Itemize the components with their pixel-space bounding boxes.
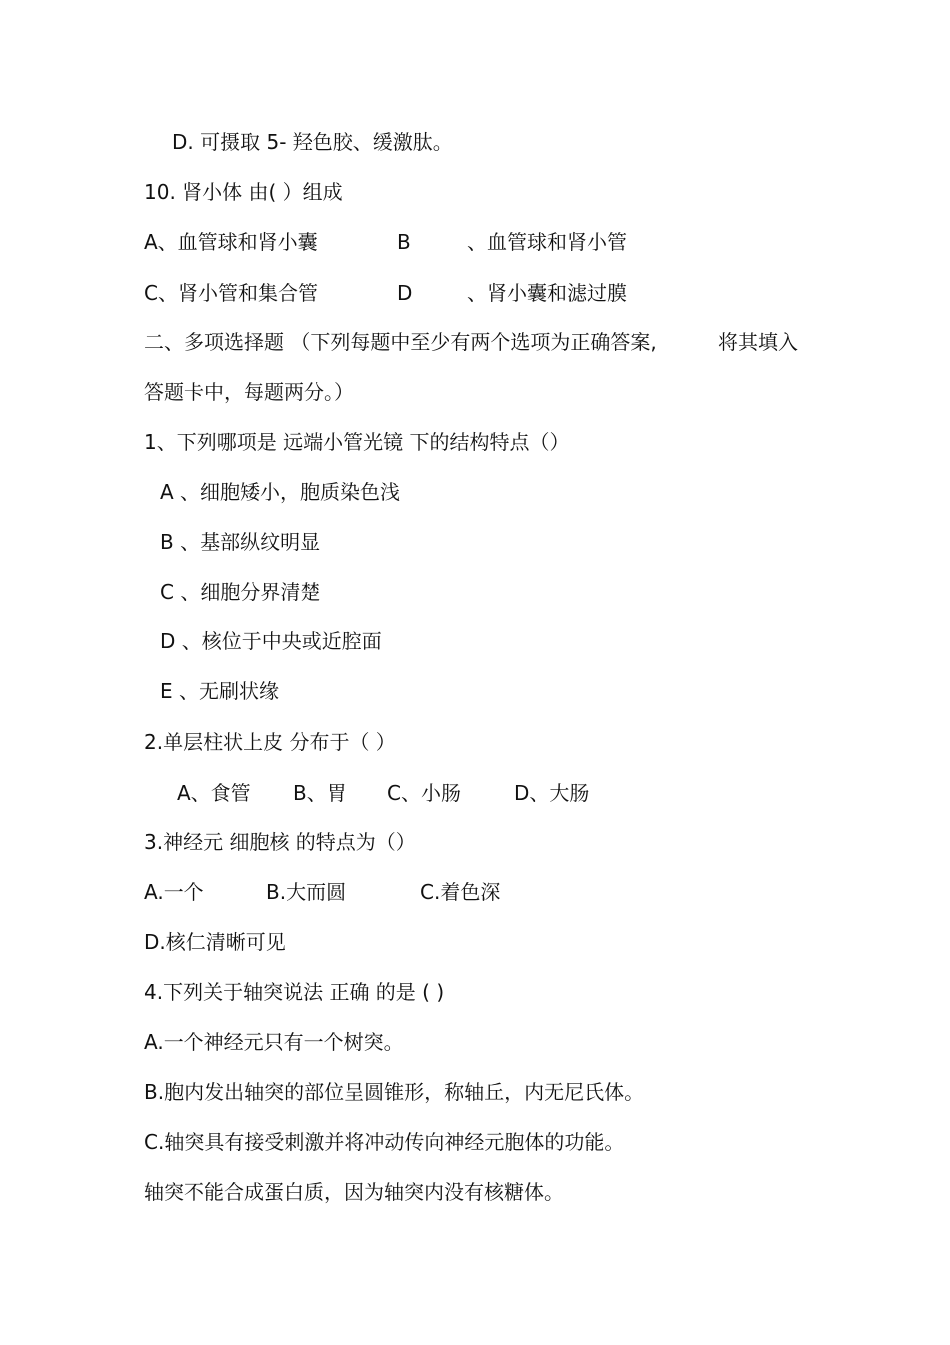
mq3-option-d: D.核仁清晰可见	[144, 930, 286, 954]
mq4-option-d: 轴突不能合成蛋白质，因为轴突内没有核糖体。	[144, 1180, 564, 1204]
mq3-option-a: A.一个	[144, 880, 204, 904]
section-two-heading-cont: 将其填入	[718, 330, 798, 354]
q10-option-a: A、血管球和肾小囊	[144, 230, 318, 254]
mq1-option-b: B 、基部纵纹明显	[160, 530, 321, 554]
mq4-option-b: B.胞内发出轴突的部位呈圆锥形，称轴丘，内无尼氏体。	[144, 1080, 645, 1104]
section-two-heading-line2: 答题卡中，每题两分。）	[144, 380, 354, 404]
section-two-heading: 二、多项选择题 （下列每题中至少有两个选项为正确答案,	[144, 330, 657, 354]
mq1-option-a: A 、细胞矮小，胞质染色浅	[160, 480, 401, 504]
mq-2: 2.单层柱状上皮 分布于（ ）	[144, 730, 396, 754]
mq3-option-c: C.着色深	[420, 880, 501, 904]
question-10: 10. 肾小体 由( ）组成	[144, 180, 343, 204]
q10-option-c: C、肾小管和集合管	[144, 281, 318, 305]
mq2-option-d: D、大肠	[514, 781, 590, 805]
option-d-line: D. 可摄取 5- 羟色胶、缓激肽。	[172, 130, 453, 154]
mq4-option-a: A.一个神经元只有一个树突。	[144, 1030, 404, 1054]
mq-1: 1、下列哪项是 远端小管光镜 下的结构特点（）	[144, 430, 570, 454]
mq1-option-d: D 、核位于中央或近腔面	[160, 629, 382, 653]
q10-option-d-text: 、肾小囊和滤过膜	[467, 281, 627, 305]
mq1-option-c: C 、细胞分界清楚	[160, 580, 321, 604]
mq2-option-a: A、食管	[177, 781, 251, 805]
mq-3: 3.神经元 细胞核 的特点为（）	[144, 830, 416, 854]
mq-4: 4.下列关于轴突说法 正确 的是 ( )	[144, 980, 445, 1004]
mq1-option-e: E 、无刷状缘	[160, 679, 279, 703]
mq2-option-c: C、小肠	[387, 781, 461, 805]
mq3-option-b: B.大而圆	[266, 880, 347, 904]
q10-option-d-letter: D	[397, 281, 413, 305]
q10-option-b-text: 、血管球和肾小管	[467, 230, 627, 254]
mq2-option-b: B、胃	[293, 781, 347, 805]
mq4-option-c: C.轴突具有接受刺激并将冲动传向神经元胞体的功能。	[144, 1130, 625, 1154]
q10-option-b-letter: B	[397, 230, 411, 254]
